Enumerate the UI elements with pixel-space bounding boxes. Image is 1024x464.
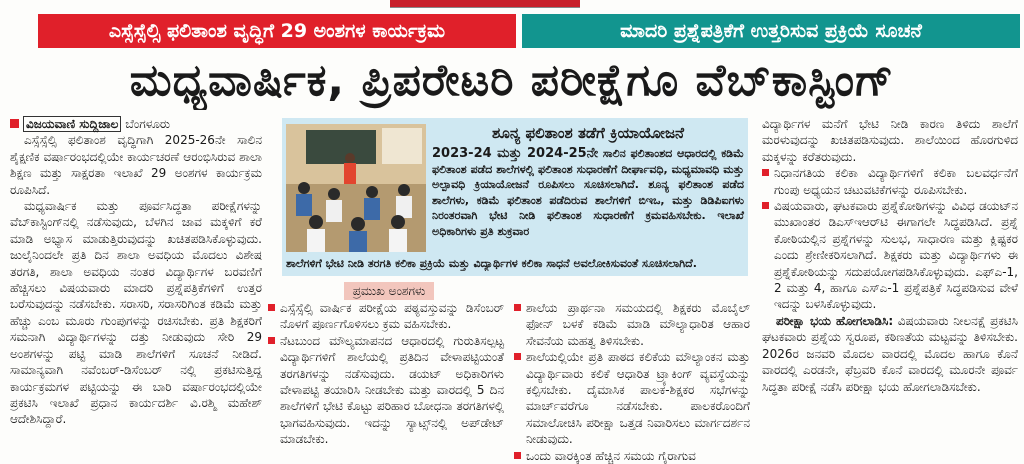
feature-title: ಶೂನ್ಯ ಫಲಿತಾಂಶ ತಡೆಗೆ ಕ್ರಿಯಾಯೋಜನೆ [492,124,684,142]
key-point: ಶಾಲೆಯಲ್ಲಿಯೇ ಪ್ರತಿ ಪಾಠದ ಕಲಿಕೆಯ ಮೌಲ್ಯಾಂಕನ ಮತ್ತು ವಿದ್ಯಾರ್ಥಿವಾರು ಕಲಿಕೆ ಆಧಾರಿತ ಟ್ರ್ಯಾಕಿಂಗ್ ವ್ಯವಸ್ಥೆಯನ್ನು ಕಲ್ಪಿಸಬೇಕು. ದೈಮಾಸಿಕ ಪಾಲಕ-ಶಿಕ್ಷಕರ ಸಭೆಗಳನ್ನು ಮಾರ್ಚ್‌ವರೆಗೂ ನಡೆಸಬೇಕು. ಪಾಲಕರೊಂದಿಗೆ ಸಮಾಲೋಚಿಸಿ ಪರೀಕ್ಷಾ ಒತ್ತಡ ನಿವಾರಿಸಲು ಮಾರ್ಗದರ್ಶನ ನೀಡುವುದು. [514,349,750,447]
bullet-icon [762,202,769,209]
article-paragraph: ಮಧ್ಯವಾರ್ಷಿಕ ಮತ್ತು ಪೂರ್ವಸಿದ್ಧತಾ ಪರೀಕ್ಷೆಗಳನ್ನು ವೆಬ್‌ಕಾಸ್ಟಿಂಗ್‌ನಲ್ಲಿ ನಡೆಸುವುದು, ಬೆಳಗಿನ ಜಾವ ಮಕ್ಕಳಿಗೆ ಕರೆ ಮಾಡಿ ಅಭ್ಯಾಸ ಮಾಡುತ್ತಿರುವುದನ್ನು ಖಚಿತಪಡಿಸಿಕೊಳ್ಳುವುದು. ಜುಲೈನಿಂದಲೇ ಪ್ರತಿ ದಿನ ಶಾಲಾ ಅವಧಿಯ ಮೊದಲು ವಿಶೇಷ ತರಗತಿ, ಶಾಲಾ ಅವಧಿಯ ನಂತರ ವಿದ್ಯಾರ್ಥಿಗಳ ಬರವಣಿಗೆ ಹೆಚ್ಚಿಸಲು ವಿಷಯವಾರು ಮಾದರಿ ಪ್ರಶ್ನೆಪತ್ರಿಕೆಗಳಿಗೆ ಉತ್ತರ ಬರೆಸುವುದನ್ನು ನಡೆಸಬೇಕು. ಸರಾಸರಿ, ಸರಾಸರಿಗಿಂತ ಕಡಿಮೆ ಮತ್ತು ಹೆಚ್ಚು ಎಂಬ ಮೂರು ಗುಂಪುಗಳನ್ನು ರಚಿಸಬೇಕು. ಪ್ರತಿ ಶಿಕ್ಷಕರಿಗೆ ಸಮನಾಗಿ ವಿದ್ಯಾರ್ಥಿಗಳನ್ನು ದತ್ತು ನೀಡುವುದು ಸೇರಿ 29 ಅಂಶಗಳನ್ನು ಪಟ್ಟಿ ಮಾಡಿ ಶಾಲೆಗಳಿಗೆ ಸೂಚನೆ ನೀಡಿದೆ. ಸಾಮಾನ್ಯವಾಗಿ ನವೆಂಬರ್-ಡಿಸೆಂಬರ್ ನಲ್ಲಿ ಪ್ರಕಟಿಸುತ್ತಿದ್ದ ಕಾರ್ಯಕ್ರಮಗಳ ಪಟ್ಟಿಯನ್ನು ಈ ಬಾರಿ ವರ್ಷಾರಂಭದಲ್ಲಿಯೇ ಪ್ರಕಟಿಸಿ ಇಲಾಖೆ ಪ್ರಧಾನ ಕಾರ್ಯದರ್ಶಿ ವಿ.ರಶ್ಮಿ ಮಹೇಶ್ ಆದೇಶಿಸಿದ್ದಾರೆ. [10,199,262,427]
feature-body [432,146,744,240]
article-column-3 [762,116,1018,462]
article-paragraph: ವಿದ್ಯಾರ್ಥಿಗಳ ಮನೆಗೆ ಭೇಟಿ ನೀಡಿ ಕಾರಣ ತಿಳಿದು ಶಾಲೆಗೆ ಮರಳುವುದನ್ನು ಖಚಿತಪಡಿಸುವುದು. ಶಾಲೆಯಿಂದ ಹೊರಗುಳಿದ ಮಕ್ಕಳನ್ನು ಕರೆತರುವುದು. [762,117,1018,164]
key-point: ಎಸ್ಸೆಸ್ಸೆಲ್ಸಿ ವಾರ್ಷಿಕ ಪರೀಕ್ಷೆಯ ಪಠ್ಯವಸ್ತುವನ್ನು ಡಿಸೆಂಬರ್ ನೊಳಗೆ ಪೂರ್ಣಗೊಳಿಸಲು ಕ್ರಮ ವಹಿಸಬೇಕು. [268,300,504,333]
article-column-1 [10,116,262,462]
classroom-photo [286,124,426,252]
dateline [10,116,262,132]
key-point: ಒಂದು ವಾರಕ್ಕಿಂತ ಹೆಚ್ಚಿನ ಸಮಯ ಗೈರಾಗುವ [514,448,750,464]
key-point: ಶಾಲೆಯ ಪ್ರಾರ್ಥನಾ ಸಮಯದಲ್ಲಿ ಶಿಕ್ಷಕರು ಮೊಬೈಲ್ ಫೋನ್ ಬಳಕೆ ಕಡಿಮೆ ಮಾಡಿ ಮೌಲ್ಯಾಧಾರಿತ ಆಹಾರ ಸೇವನೆಯ ಮಹತ್ವ ತಿಳಿಸಬೇಕು. [514,300,750,349]
key-point: ನೆಟಬುಂದ ಮೌಲ್ಯಮಾಪನದ ಆಧಾರದಲ್ಲಿ ಗುರುತಿಸಲ್ಪಟ್ಟ ವಿದ್ಯಾರ್ಥಿಗಳಿಗೆ ಶಾಲೆಯಲ್ಲಿ ಪ್ರತಿದಿನ ವೇಳಾಪಟ್ಟಿಯಂತೆ ತರಗತಿಗಳನ್ನು ನಡೆಸುವುದು. ಡಯಟ್ ಅಧಿಕಾರಿಗಳು ವೇಳಾಪಟ್ಟಿ ತಯಾರಿಸಿ ನೀಡಬೇಕು ಮತ್ತು ವಾರದಲ್ಲಿ 5 ದಿನ ಶಾಲೆಗಳಿಗೆ ಭೇಟಿ ಕೊಟ್ಟು ಪರಿಹಾರ ಬೋಧನಾ ತರಗತಿಗಳಲ್ಲಿ ಭಾಗವಹಿಸುವುದು. ಇದನ್ನು ಸ್ಯಾಟ್ಸ್‌ನಲ್ಲಿ ಅಪ್‌ಡೇಟ್ ಮಾಡಬೇಕು. [268,333,504,448]
feature-text: ಸಾಲಿನ ಫಲಿತಾಂಶದ ಆಧಾರದಲ್ಲಿ ಕಡಿಮೆ ಫಲಿತಾಂಶ ಪಡೆದ ಶಾಲೆಗಳಲ್ಲಿ ಫಲಿತಾಂಶ ಸುಧಾರಣೆಗೆ ದೀರ್ಘಾವಧಿ, ಮಧ್ಯಮಾವಧಿ ಮತ್ತು ಅಲ್ಪಾವಧಿ ಕ್ರಿಯಾಯೋಜನೆ ರೂಪಿಸಲು ಸೂಚಿಸಲಾಗಿದೆ. ಶೂನ್ಯ ಫಲಿತಾಂಶ ಪಡೆದ ಶಾಲೆಗಳು, ಕಡಿಮೆ ಫಲಿತಾಂಶ ಪಡೆದಿರುವ ಶಾಲೆಗಳಿಗೆ ಬಿಇಒ, ಮತ್ತು ಡಿಡಿಪಿಐಗಳು ನಿರಂತರವಾಗಿ ಭೇಟಿ ನೀಡಿ ಫಲಿತಾಂಶ ಸುಧಾರಣೆಗೆ ಕ್ರಮವಹಿಸಬೇಕು. ಇಲಾಖೆ ಅಧಿಕಾರಿಗಳು ಪ್ರತಿ ಶುಕ್ರವಾರ [432,147,744,238]
feature-lead-years: 2023-24 ಮತ್ತು 2024-25ನೇ [432,146,599,161]
bullet-icon [268,337,275,344]
key-points-label: ಪ್ರಮುಖ ಅಂಶಗಳು [344,282,434,300]
masthead-strip [390,0,580,8]
article-paragraph: ಪರೀಕ್ಷಾ ಭಯ ಹೋಗಲಾಡಿಸಿ: ವಿಷಯವಾರು ನೀಲನಕ್ಷೆ ಪ್ರಕಟಿಸಿ ಘಟಕವಾರು ಪ್ರಶ್ನೆಯ ಸ್ವರೂಪ, ಕಠಿಣತೆಯ ಮಟ್ಟವನ್ನು ತಿಳಿಸಬೇಕು. 2026ರ ಜನವರಿ ಮೊದಲ ವಾರದಲ್ಲಿ ಮೊದಲ ಹಾಗೂ ಕೊನೆ ವಾರದಲ್ಲಿ ಎರಡನೇ, ಫೆಬ್ರವರಿ ಕೊನೆ ವಾರದಲ್ಲಿ ಮೂರನೇ ಪೂರ್ವ ಸಿದ್ಧತಾ ಪರೀಕ್ಷೆ ನಡೆಸಿ ಪರೀಕ್ಷಾ ಭಯ ಹೋಗಲಾಡಿಸಬೇಕು. [762,313,1018,394]
bullet-icon [514,353,521,360]
key-point: ವಿಷಯವಾರು, ಘಟಕವಾರು ಪ್ರಶ್ನೆಕೋಠಿಗಳನ್ನು ವಿವಿಧ ಡಯಟ್‌ನ ಮುಖಾಂತರ ಡಿಎಸ್‌ಇಆರ್‌ಟಿ ಈಗಾಗಲೇ ಸಿದ್ಧಪಡಿಸಿದೆ. ಪ್ರಶ್ನೆ ಕೋಠಿಯಲ್ಲಿನ ಪ್ರಶ್ನೆಗಳನ್ನು ಸುಲಭ, ಸಾಧಾರಣ ಮತ್ತು ಕ್ಲಿಷ್ಟಕರ ಎಂದು ಶ್ರೇಣೀಕರಿಸಲಾಗಿದೆ. ಶಿಕ್ಷಕರು ಮತ್ತು ವಿದ್ಯಾರ್ಥಿಗಳು ಈ ಪ್ರಶ್ನೆಕೋಠಿಯನ್ನು ಸದುಪಯೋಗಪಡಿಸಿಕೊಳ್ಳುವುದು. ಎಫ್‌ಎ-1, 2 ಮತ್ತು 4, ಹಾಗೂ ಎಸ್‌ಎ-1 ಪ್ರಶ್ನೆಪತ್ರಿಕೆ ಸಿದ್ಧಪಡಿಸುವ ವೇಳೆ ಇದನ್ನು ಬಳಸಿಕೊಳ್ಳುವುದು. [762,198,1018,313]
bullet-icon [514,452,521,459]
headline: ಮಧ್ಯವಾರ್ಷಿಕ, ಪ್ರಿಪರೇಟರಿ ಪರೀಕ್ಷೆಗೂ ವೆಬ್‌ಕಾಸ್ಟಿಂಗ್ [129,55,895,106]
banner-right: ಮಾದರಿ ಪ್ರಶ್ನೆಪತ್ರಿಕೆಗೆ ಉತ್ತರಿಸುವ ಪ್ರಕ್ರಿಯೆ ಸೂಚನೆ [522,14,1020,48]
subhead-exam-fear: ಪರೀಕ್ಷಾ ಭಯ ಹೋಗಲಾಡಿಸಿ: [776,313,894,328]
key-points-column-b [514,300,750,464]
dateline-marker-icon [10,119,19,128]
feature-last-line: ಶಾಲೆಗಳಿಗೆ ಭೇಟಿ ನೀಡಿ ತರಗತಿ ಕಲಿಕಾ ಪ್ರಕ್ರಿಯೆ ಮತ್ತು ವಿದ್ಯಾರ್ಥಿಗಳ ಕಲಿಕಾ ಸಾಧನೆ ಅವಲೋಕಿಸುವಂತೆ ಸೂಚಿಸಲಾಗಿದೆ. [286,257,697,270]
feature-box [282,118,748,276]
key-point: ನಿಧಾನಗತಿಯ ಕಲಿಕಾ ವಿದ್ಯಾರ್ಥಿಗಳಿಗೆ ಕಲಿಕಾ ಬಲವರ್ಧನೆಗೆ ಗುಂಪು ಅಧ್ಯಯನ ಚಟುವಟಿಕೆಗಳನ್ನು ರೂಪಿಸಬೇಕು. [762,165,1018,198]
bullet-icon [762,169,769,176]
bullet-icon [514,304,521,311]
key-points-column-a [268,300,504,448]
news-source: ವಿಜಯವಾಣಿ ಸುದ್ದಿಜಾಲ [23,116,121,132]
dateline-place: ಬೆಂಗಳೂರು [125,117,171,131]
banner-left: ಎಸ್ಸೆಸ್ಸೆಲ್ಸಿ ಫಲಿತಾಂಶ ವೃದ್ಧಿಗೆ 29 ಅಂಶಗಳ ಕಾರ್ಯಕ್ರಮ [38,14,516,48]
bullet-icon [268,304,275,311]
article-paragraph: ಎಸ್ಸೆಸ್ಸೆಲ್ಸಿ ಫಲಿತಾಂಶ ವೃದ್ಧಿಗಾಗಿ 2025-26ನೇ ಸಾಲಿನ ಶೈಕ್ಷಣಿಕ ವರ್ಷಾರಂಭದಲ್ಲಿಯೇ ಕಾರ್ಯಚರಣೆ ಆರಂಭಿಸಿರುವ ಶಾಲಾ ಶಿಕ್ಷಣ ಮತ್ತು ಸಾಕ್ಷರತಾ ಇಲಾಖೆ 29 ಅಂಶಗಳ ಕಾರ್ಯಕ್ರಮ ರೂಪಿಸಿದೆ. [10,133,262,197]
